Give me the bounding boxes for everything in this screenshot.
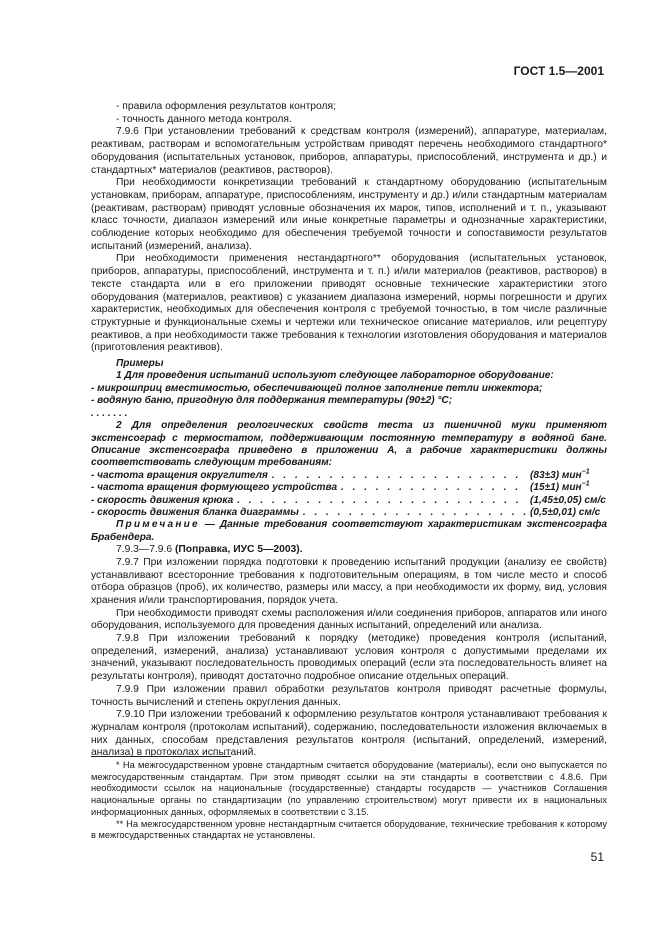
list-item: - точность данного метода контроля. [116, 113, 292, 125]
paragraph-7-9-6: 7.9.6 При установлении требований к средствам контроля (измерений), аппаратуре, материалам, реактивам, растворам и вспомогательным устройствам приводят перечень необходимого стандартного* оборудования (испытательных установок, приборов, аппаратуры, приспособлений, инструмента и др.) и стандартных* материалов (реактивов, растворов). [91, 126, 607, 176]
page-header-standard-id: ГОСТ 1.5—2001 [513, 64, 604, 78]
paragraph: При необходимости приводят схемы расположения и/или соединения приборов, аппаратов или иного оборудования, используемого для проведения данных испытаний, определений или анализа. [91, 607, 607, 632]
ellipsis: . . . . . . . [91, 407, 128, 419]
paragraph-7-9-8: 7.9.8 При изложении требований к порядку (методике) проведения контроля (испытаний, определений, измерений, анализа) устанавливают условия контроля с допустимыми пределами их значений, указывают последовательность проводимых операций (если эта последовательность влияет на результаты контроля), приводят достаточно подробное описание отдельных операций. [91, 633, 607, 683]
paragraph: При необходимости применения нестандартного** оборудования (испытательных установок, приборов, аппаратуры, приспособлений, инструмента и т. п.) и/или материалов (реактивов, растворов) в тексте стандарта или в его приложении приводят основные технические характеристики этого оборудования (материалов, реактивов) с указанием диапазона измерений, нормы погрешности и других характеристик, необходимых для обеспечения контроля с требуемой точностью, в том числе различные структурные и функциональные схемы и чертежи или техническое описание материалов, или рецептуру реактивов, а при необходимости также требования к технологии изготовления оборудования и материалов (приготовления реактивов). [91, 253, 607, 354]
examples-block [91, 355, 607, 544]
example-1-title: 1 Для проведения испытаний используют следующее лабораторное оборудование: [116, 370, 554, 382]
list-item: - правила оформления результатов контроля; [116, 101, 336, 112]
page-number: 51 [590, 850, 604, 864]
spec-label: - скорость движения бланка диаграммы [91, 506, 299, 518]
note [91, 519, 607, 544]
spec-label: - частота вращения формующего устройства [91, 482, 338, 494]
dot-leader [237, 495, 526, 507]
spec-label: - скорость движения крюка [91, 494, 234, 506]
footnote-divider [91, 756, 231, 757]
spec-row [91, 495, 607, 507]
dot-leader [303, 507, 526, 519]
paragraph: При необходимости конкретизации требований к стандартному оборудованию (испытательным установкам, приборам, аппаратуре, приспособлениям, инструменту и др.) и/или стандартным материалам (реактивам, растворам) приводят условные обозначения их марок, типов, исполнений и т. п., указывают класс точности, диапазон измерений или иные конкретные параметры и однозначные характеристики, соблюдение которых необходимо для обеспечения требуемой точности и сопоставимости результатов испытаний (измерений, анализа). [91, 177, 607, 252]
spec-row [91, 507, 607, 519]
paragraph-7-9-10: 7.9.10 При изложении требований к оформлению результатов контроля устанавливают требования к журналам контроля (протоколам испытаний), содержанию, последовательности изложения включаемых в них данных, способам представления результатов контроля (испытаний, определений, измерений, анализа) в протоколах испытаний. [91, 709, 607, 759]
footnote: ** На межгосударственном уровне нестандартным считается оборудование, технические требования к которому в межгосударственных стандартах не установлены. [91, 818, 607, 841]
spec-row [91, 482, 607, 494]
spec-value: (83±3) мин$^{-1}$ [530, 468, 590, 481]
paragraph-7-9-7: 7.9.7 При изложении порядка подготовки к проведению испытаний продукции (анализу ее свойств) устанавливают всесторонние требования к подготовительным операциям, в том числе место и способ отбора образцов (проб), их количество, размеры или массу, а при необходимости их форму, вид, условия хранения и/или транспортирования, порядок учета. [91, 556, 607, 606]
amendment-line: 7.9.3—7.9.6 (Поправка, ИУС 5—2003). [116, 544, 303, 556]
note-label: Примечание [116, 519, 200, 531]
example-1-item: - водяную баню, пригодную для поддержания температуры (90±2) °С; [91, 395, 453, 407]
spec-row [91, 470, 607, 482]
paragraph-7-9-9: 7.9.9 При изложении правил обработки результатов контроля приводят расчетные формулы, точность вычислений и степень округления данных. [91, 683, 607, 708]
footnote: * На межгосударственном уровне стандартным считается оборудование (материалы), если оно выпускается по межгосударственным стандартам. При этом приводят ссылки на эти стандарты в соответствии с 4.8.6. При необходимости ссылок на национальные (государственные) стандарты государств — участников Соглашения национальные органы по стандартизации (по управлению строительством) могут привести их в национальных информационных данных, оформляемых в соответствии с 3.15. [91, 760, 607, 817]
note-text: — Данные требования соответствуют характеристикам экстенсографа Брабендера. [91, 519, 607, 543]
example-2-title: 2 Для определения реологических свойств теста из пшеничной муки применяют экстенсограф с термостатом, поддерживающим постоянную температуру в водяной бане. Описание экстенсографа приведено в приложении А, а рабочие характеристики должны соответствовать следующим требованиям: [91, 420, 607, 469]
dot-leader [272, 470, 526, 482]
spec-label: - частота вращения округлителя [91, 469, 268, 481]
examples-heading: Примеры [116, 358, 164, 370]
spec-value: (0,5±0,01) см/с [530, 506, 601, 518]
example-1-item: - микрошприц вместимостью, обеспечивающей полное заполнение петли инжектора; [91, 382, 543, 394]
footnotes [91, 760, 607, 842]
spec-value: (1,45±0,05) см/с [530, 494, 606, 506]
dot-leader [341, 482, 526, 494]
spec-value: (15±1) мин$^{-1}$ [530, 480, 590, 494]
body-text [91, 101, 607, 760]
